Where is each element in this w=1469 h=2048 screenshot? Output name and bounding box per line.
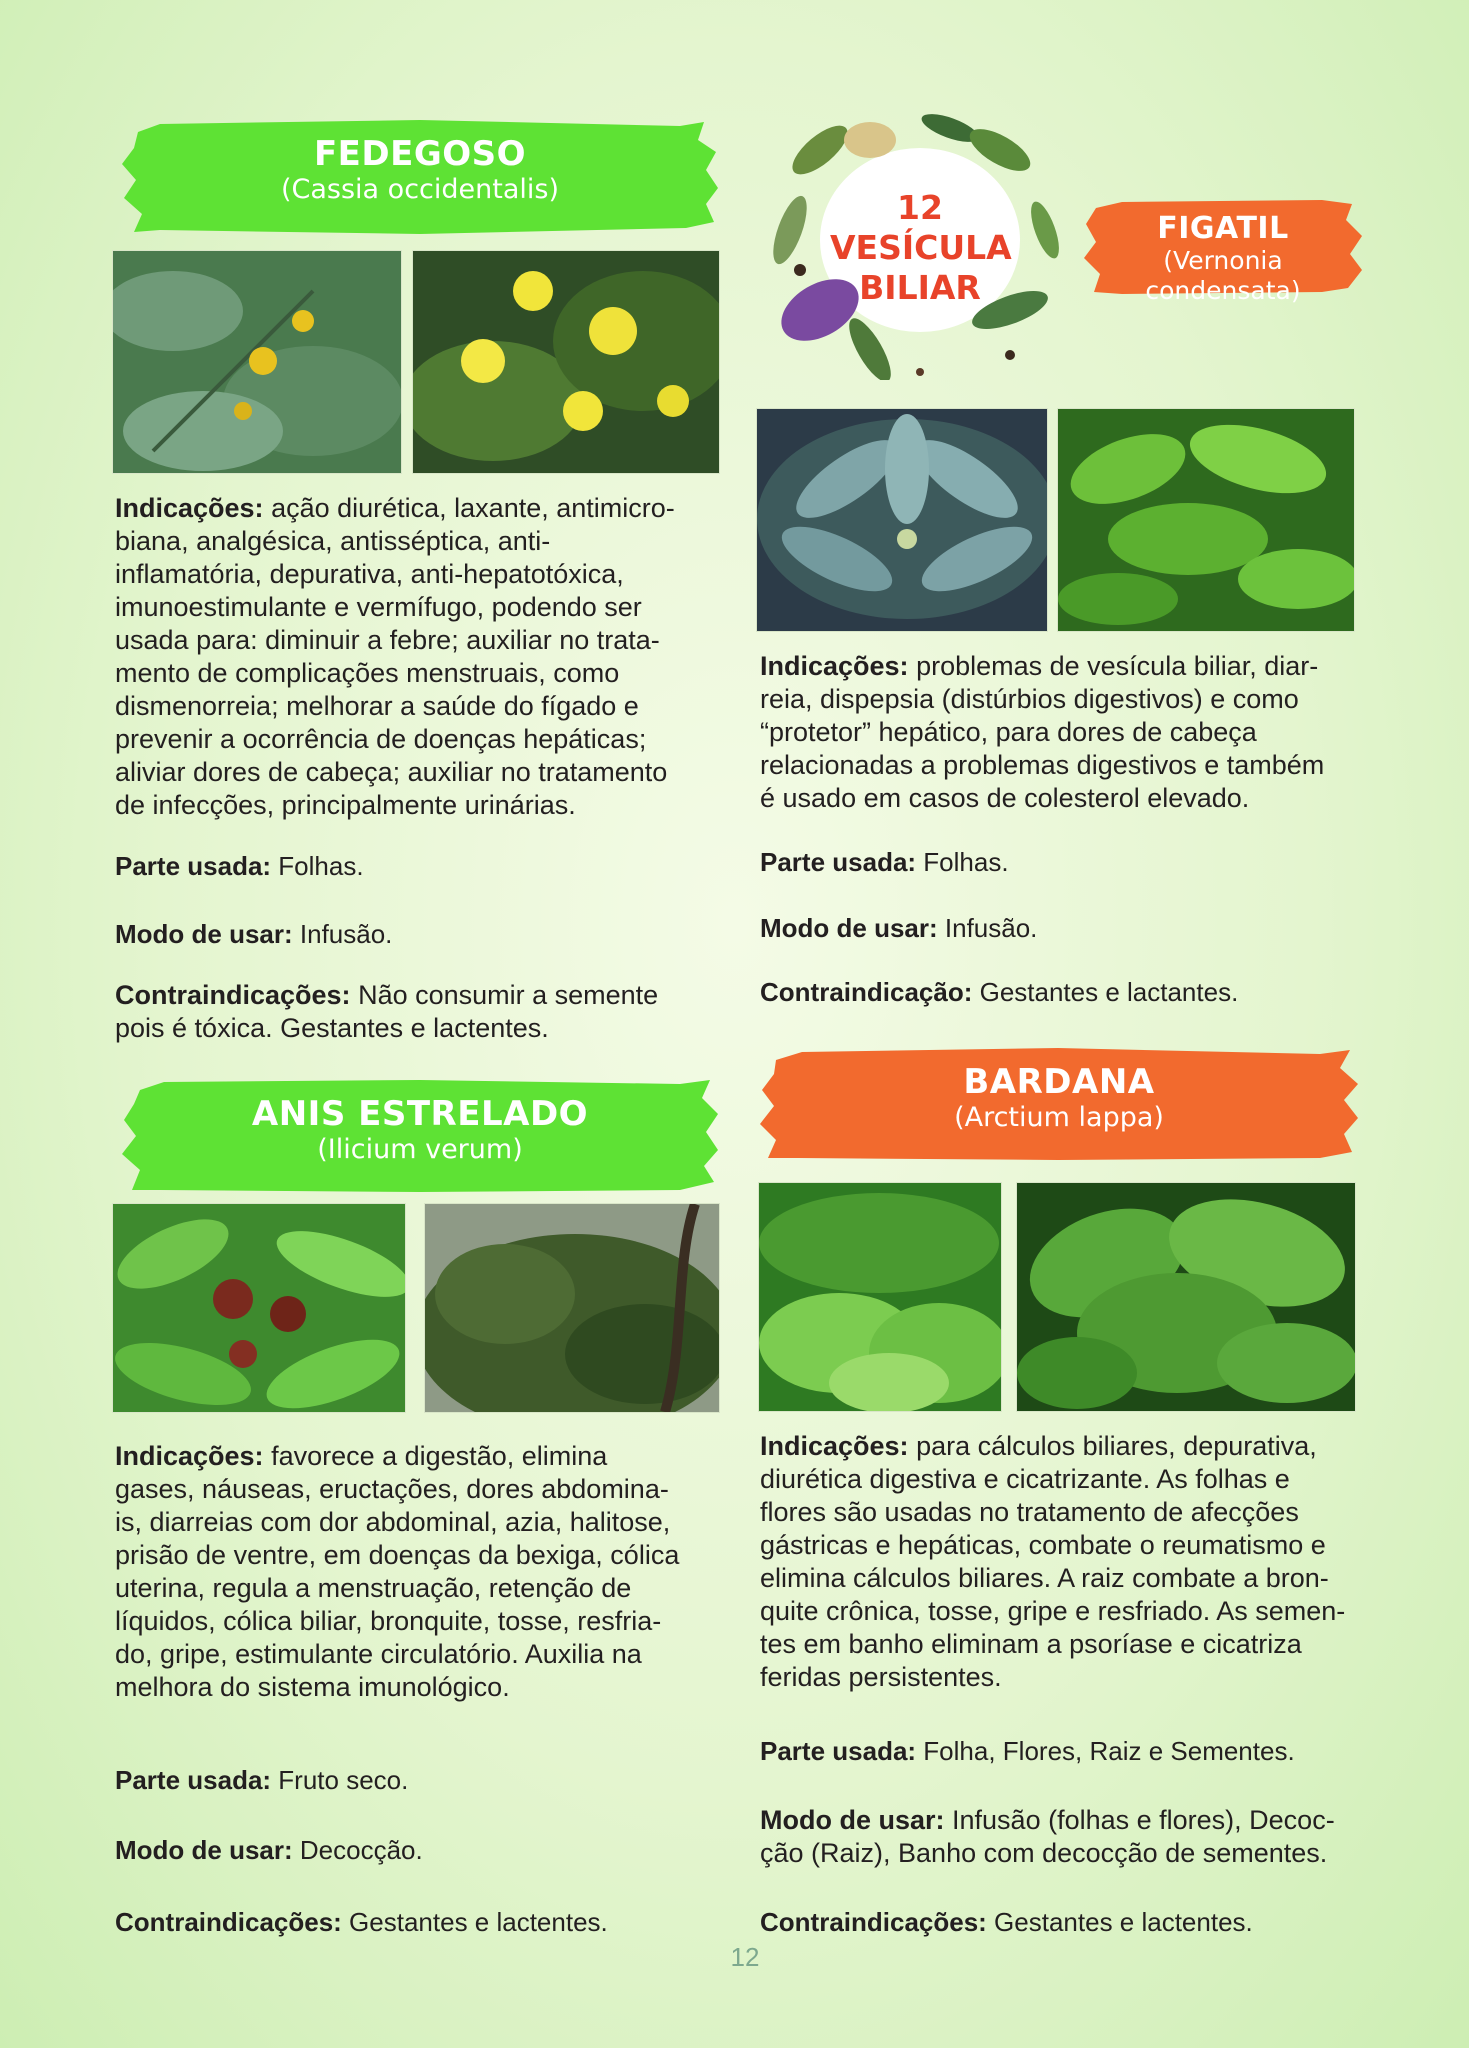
text-line: dismenorreia; melhorar a saúde do fígado e xyxy=(115,691,639,721)
section-title-line: VESÍCULA xyxy=(830,228,1012,267)
text-line: mento de complicações menstruais, como xyxy=(115,658,620,688)
fedegoso-banner xyxy=(120,118,720,236)
plant-scientific-name: (Vernonia condensata) xyxy=(1145,246,1301,305)
bardana-contraindications: Contraindicações: Gestantes e lactentes. xyxy=(760,1907,1253,1937)
bardana-parte-usada: Parte usada: Folha, Flores, Raiz e Sementes. xyxy=(760,1736,1295,1766)
fedegoso-parte-usada: Parte usada: Folhas. xyxy=(115,851,364,881)
text-line: flores são usadas no tratamento de afecções xyxy=(760,1497,1299,1527)
text-line: uterina, regula a menstruação, retenção de xyxy=(115,1573,632,1603)
bardana-modo-de-usar: Modo de usar: Infusão (folhas e flores), Decoc- ção (Raiz), Banho com decocção de sementes. xyxy=(760,1805,1335,1868)
text-line: “protetor” hepático, para dores de cabeça xyxy=(760,717,1257,747)
bardana-banner xyxy=(758,1046,1360,1162)
text-line: is, diarreias com dor abdominal, azia, halitose, xyxy=(115,1507,671,1537)
text-line: líquidos, cólica biliar, bronquite, tosse, resfria- xyxy=(115,1606,662,1636)
text-line: melhora do sistema imunológico. xyxy=(115,1672,510,1702)
figatil-photo-2 xyxy=(1057,408,1355,632)
plant-name: FEDEGOSO xyxy=(313,134,527,174)
text-line: prevenir a ocorrência de doenças hepáticas; xyxy=(115,724,647,754)
text-line: relacionadas a problemas digestivos e também xyxy=(760,750,1325,780)
plant-name: FIGATIL xyxy=(1157,211,1289,246)
section-title-line: BILIAR xyxy=(859,268,981,307)
text-line: do, gripe, estimulante circulatório. Auxilia na xyxy=(115,1639,642,1669)
bardana-photo-2 xyxy=(1016,1182,1356,1412)
page-number: 12 xyxy=(730,1942,760,1972)
text-line: elimina cálculos biliares. A raiz combate a bron- xyxy=(760,1563,1329,1593)
text-line: gases, náuseas, eructações, dores abdomina- xyxy=(115,1474,669,1504)
bardana-indications: Indicações: para cálculos biliares, depurativa, diurética digestiva e cicatrizante. As folhas e flores são usadas no tratamento de afecções gástricas e hepáticas, combate o reumatismo e elimina cálculos biliares. A raiz combate a bron- quite crônica, tosse, gripe e resfriado. As semen- tes em banho eliminam a psoríase e cicatriza feridas persistentes. xyxy=(760,1430,1356,1694)
bardana-photo-1 xyxy=(758,1182,1002,1412)
fedegoso-indications xyxy=(115,492,715,822)
text-line: feridas persistentes. xyxy=(760,1662,1002,1692)
plant-scientific-name: (Cassia occidentalis) xyxy=(280,174,559,205)
text-line: ação diurética, laxante, antimicro- xyxy=(263,493,675,523)
text-line: reia, dispepsia (distúrbios digestivos) e como xyxy=(760,684,1299,714)
text-line: é usado em casos de colesterol elevado. xyxy=(760,783,1250,813)
figatil-parte-usada: Parte usada: Folhas. xyxy=(760,847,1009,877)
figatil-modo-de-usar: Modo de usar: Infusão. xyxy=(760,913,1038,943)
anis-banner xyxy=(120,1078,720,1194)
text-line: usada para: diminuir a febre; auxiliar no trata- xyxy=(115,625,660,655)
anis-parte-usada: Parte usada: Fruto seco. xyxy=(115,1765,409,1795)
plant-name: BARDANA xyxy=(963,1062,1155,1102)
text-line: imunoestimulante e vermífugo, podendo ser xyxy=(115,592,642,622)
plant-name: ANIS ESTRELADO xyxy=(251,1094,589,1134)
text-line: prisão de ventre, em doenças da bexiga, cólica xyxy=(115,1540,680,1570)
text-line: quite crônica, tosse, gripe e resfriado. As semen- xyxy=(760,1596,1346,1626)
figatil-indications: Indicações: problemas de vesícula biliar, diar- reia, dispepsia (distúrbios digestivos) e como “protetor” hepático, para dores de cabeça relacionadas a problemas digestivos e também é usado em casos de colesterol elevado. xyxy=(760,650,1356,815)
label: Indicações: xyxy=(115,493,264,523)
text-line: tes em banho eliminam a psoríase e cicatriza xyxy=(760,1629,1302,1659)
figatil-contraindication: Contraindicação: Gestantes e lactantes. xyxy=(760,977,1239,1007)
plant-scientific-name: (Ilicium verum) xyxy=(317,1134,523,1165)
fedegoso-modo-de-usar: Modo de usar: Infusão. xyxy=(115,919,393,949)
anis-photo-1 xyxy=(112,1203,406,1413)
text-line: gástricas e hepáticas, combate o reumatismo e xyxy=(760,1530,1326,1560)
anis-indications: Indicações: favorece a digestão, elimina gases, náuseas, eructações, dores abdomina- is, diarreias com dor abdominal, azia, halitose, prisão de ventre, em doenças da bexiga, cólica uterina, regula a menstruação, retenção de líquidos, cólica biliar, bronquite, tosse, resfria- do, gripe, estimulante circulatório. Auxilia na melhora do sistema imunológico. xyxy=(115,1440,715,1704)
anis-modo-de-usar: Modo de usar: Decocção. xyxy=(115,1835,423,1865)
plant-scientific-name: (Arctium lappa) xyxy=(954,1102,1164,1133)
figatil-photo-1 xyxy=(756,408,1048,632)
section-title xyxy=(830,188,1010,308)
text-line: biana, analgésica, antisséptica, anti- xyxy=(115,526,551,556)
section-number: 12 xyxy=(897,188,943,227)
text-line: diurética digestiva e cicatrizante. As folhas e xyxy=(760,1464,1290,1494)
figatil-banner xyxy=(1082,198,1364,305)
text-line: de infecções, principalmente urinárias. xyxy=(115,790,576,820)
fedegoso-photo-2 xyxy=(412,250,720,474)
text-line: aliviar dores de cabeça; auxiliar no tratamento xyxy=(115,757,668,787)
anis-contraindications: Contraindicações: Gestantes e lactentes. xyxy=(115,1907,608,1937)
text-line: inflamatória, depurativa, anti-hepatotóxica, xyxy=(115,559,624,589)
anis-photo-2 xyxy=(424,1203,720,1413)
fedegoso-contraindications: Contraindicações: Não consumir a semente pois é tóxica. Gestantes e lactentes. xyxy=(115,980,659,1043)
fedegoso-photo-1 xyxy=(112,250,402,474)
